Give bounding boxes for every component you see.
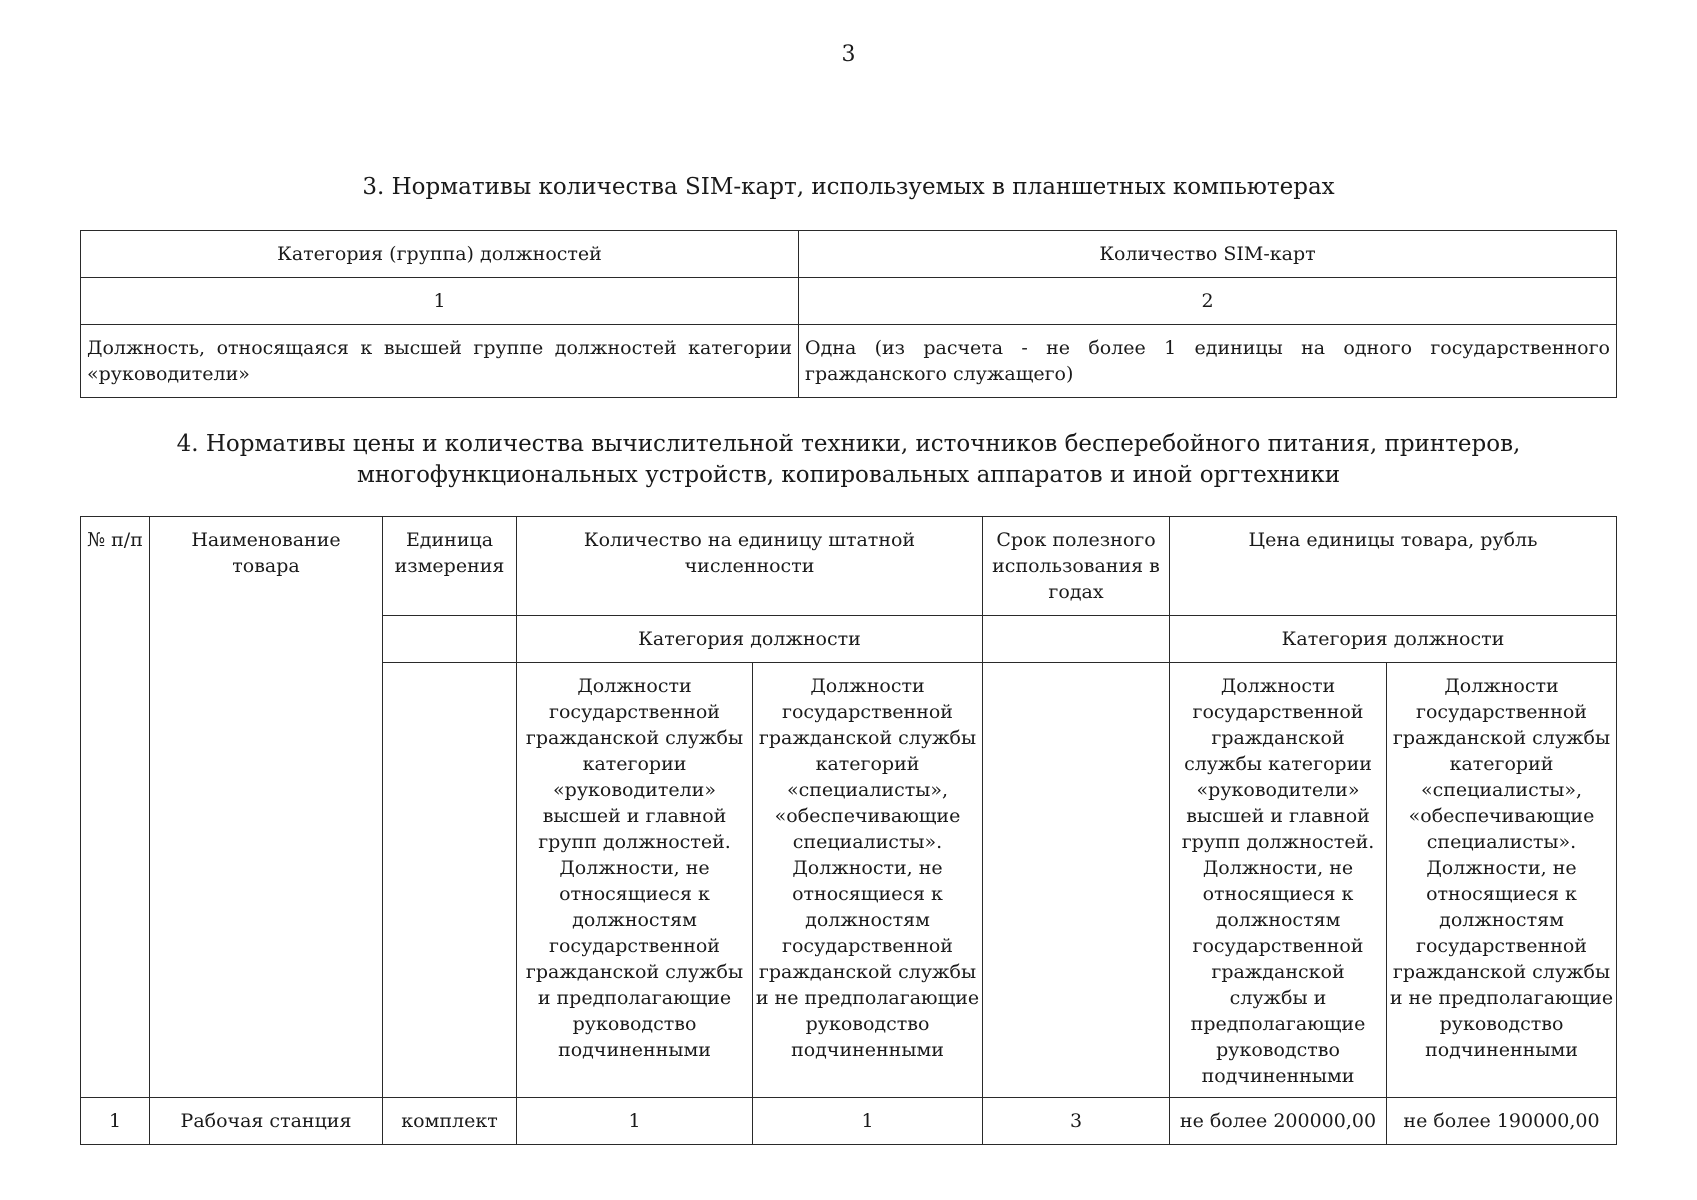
header-product-name: Наименование товара [150,517,383,1098]
header-category: Категория (группа) должностей [81,231,799,278]
category-specialists-price: Должности государственной гражданской службы категорий «специалисты», «обеспечивающие специалисты». Должности, не относящиеся к должностям государственной гражданской службы и не предполагающие руководство подчиненными [1387,663,1617,1098]
page-number: 3 [841,42,856,67]
header-price-category: Категория должности [1170,616,1617,663]
row-price-specialists: не более 190000,00 [1387,1098,1617,1145]
header-quantity: Количество на единицу штатной численности [517,517,983,616]
header-price: Цена единицы товара, рубль [1170,517,1617,616]
empty-cell [983,663,1170,1098]
table-header-row [81,517,1617,616]
header-sim-quantity: Количество SIM-карт [799,231,1617,278]
header-quantity-category: Категория должности [517,616,983,663]
header-number: № п/п [81,517,150,1098]
row-quantity-specialists: 1 [753,1098,983,1145]
row-price-managers: не более 200000,00 [1170,1098,1387,1145]
row-useful-life: 3 [983,1098,1170,1145]
column-number-1: 1 [81,278,799,325]
category-specialists-quantity: Должности государственной гражданской службы категорий «специалисты», «обеспечивающие специалисты». Должности, не относящиеся к должностям государственной гражданской службы и не предполагающие руководство подчиненными [753,663,983,1098]
sim-quantity-cell: Одна (из расчета - не более 1 единицы на одного государственного гражданского служащего) [799,325,1617,398]
sim-cards-table [80,230,1617,398]
header-unit: Единица измерения [383,517,517,616]
category-managers-price: Должности государственной гражданской службы категории «руководители» высшей и главной групп должностей. Должности, не относящиеся к должностям государственной гражданской службы и предполагающие руководство подчиненными [1170,663,1387,1098]
empty-cell [983,616,1170,663]
empty-cell [383,663,517,1098]
section-3-title: 3. Нормативы количества SIM-карт, используемых в планшетных компьютерах [362,174,1335,200]
column-number-2: 2 [799,278,1617,325]
category-managers-quantity: Должности государственной гражданской службы категории «руководители» высшей и главной групп должностей. Должности, не относящиеся к должностям государственной гражданской службы и предполагающие руководство подчиненными [517,663,753,1098]
header-useful-life: Срок полезного использования в годах [983,517,1170,616]
row-product-name: Рабочая станция [150,1098,383,1145]
table-row [81,1098,1617,1145]
table-row [81,325,1617,398]
position-cell: Должность, относящаяся к высшей группе должностей категории «руководители» [81,325,799,398]
table-header-row [81,231,1617,278]
equipment-norms-table [80,516,1617,1145]
empty-cell [383,616,517,663]
row-quantity-managers: 1 [517,1098,753,1145]
row-unit: комплект [383,1098,517,1145]
table-numbering-row [81,278,1617,325]
section-4-title: 4. Нормативы цены и количества вычислительной техники, источников бесперебойного питания, принтеров, многофункциональных устройств, копировальных аппаратов и иной оргтехники [176,431,1521,488]
row-number: 1 [81,1098,150,1145]
